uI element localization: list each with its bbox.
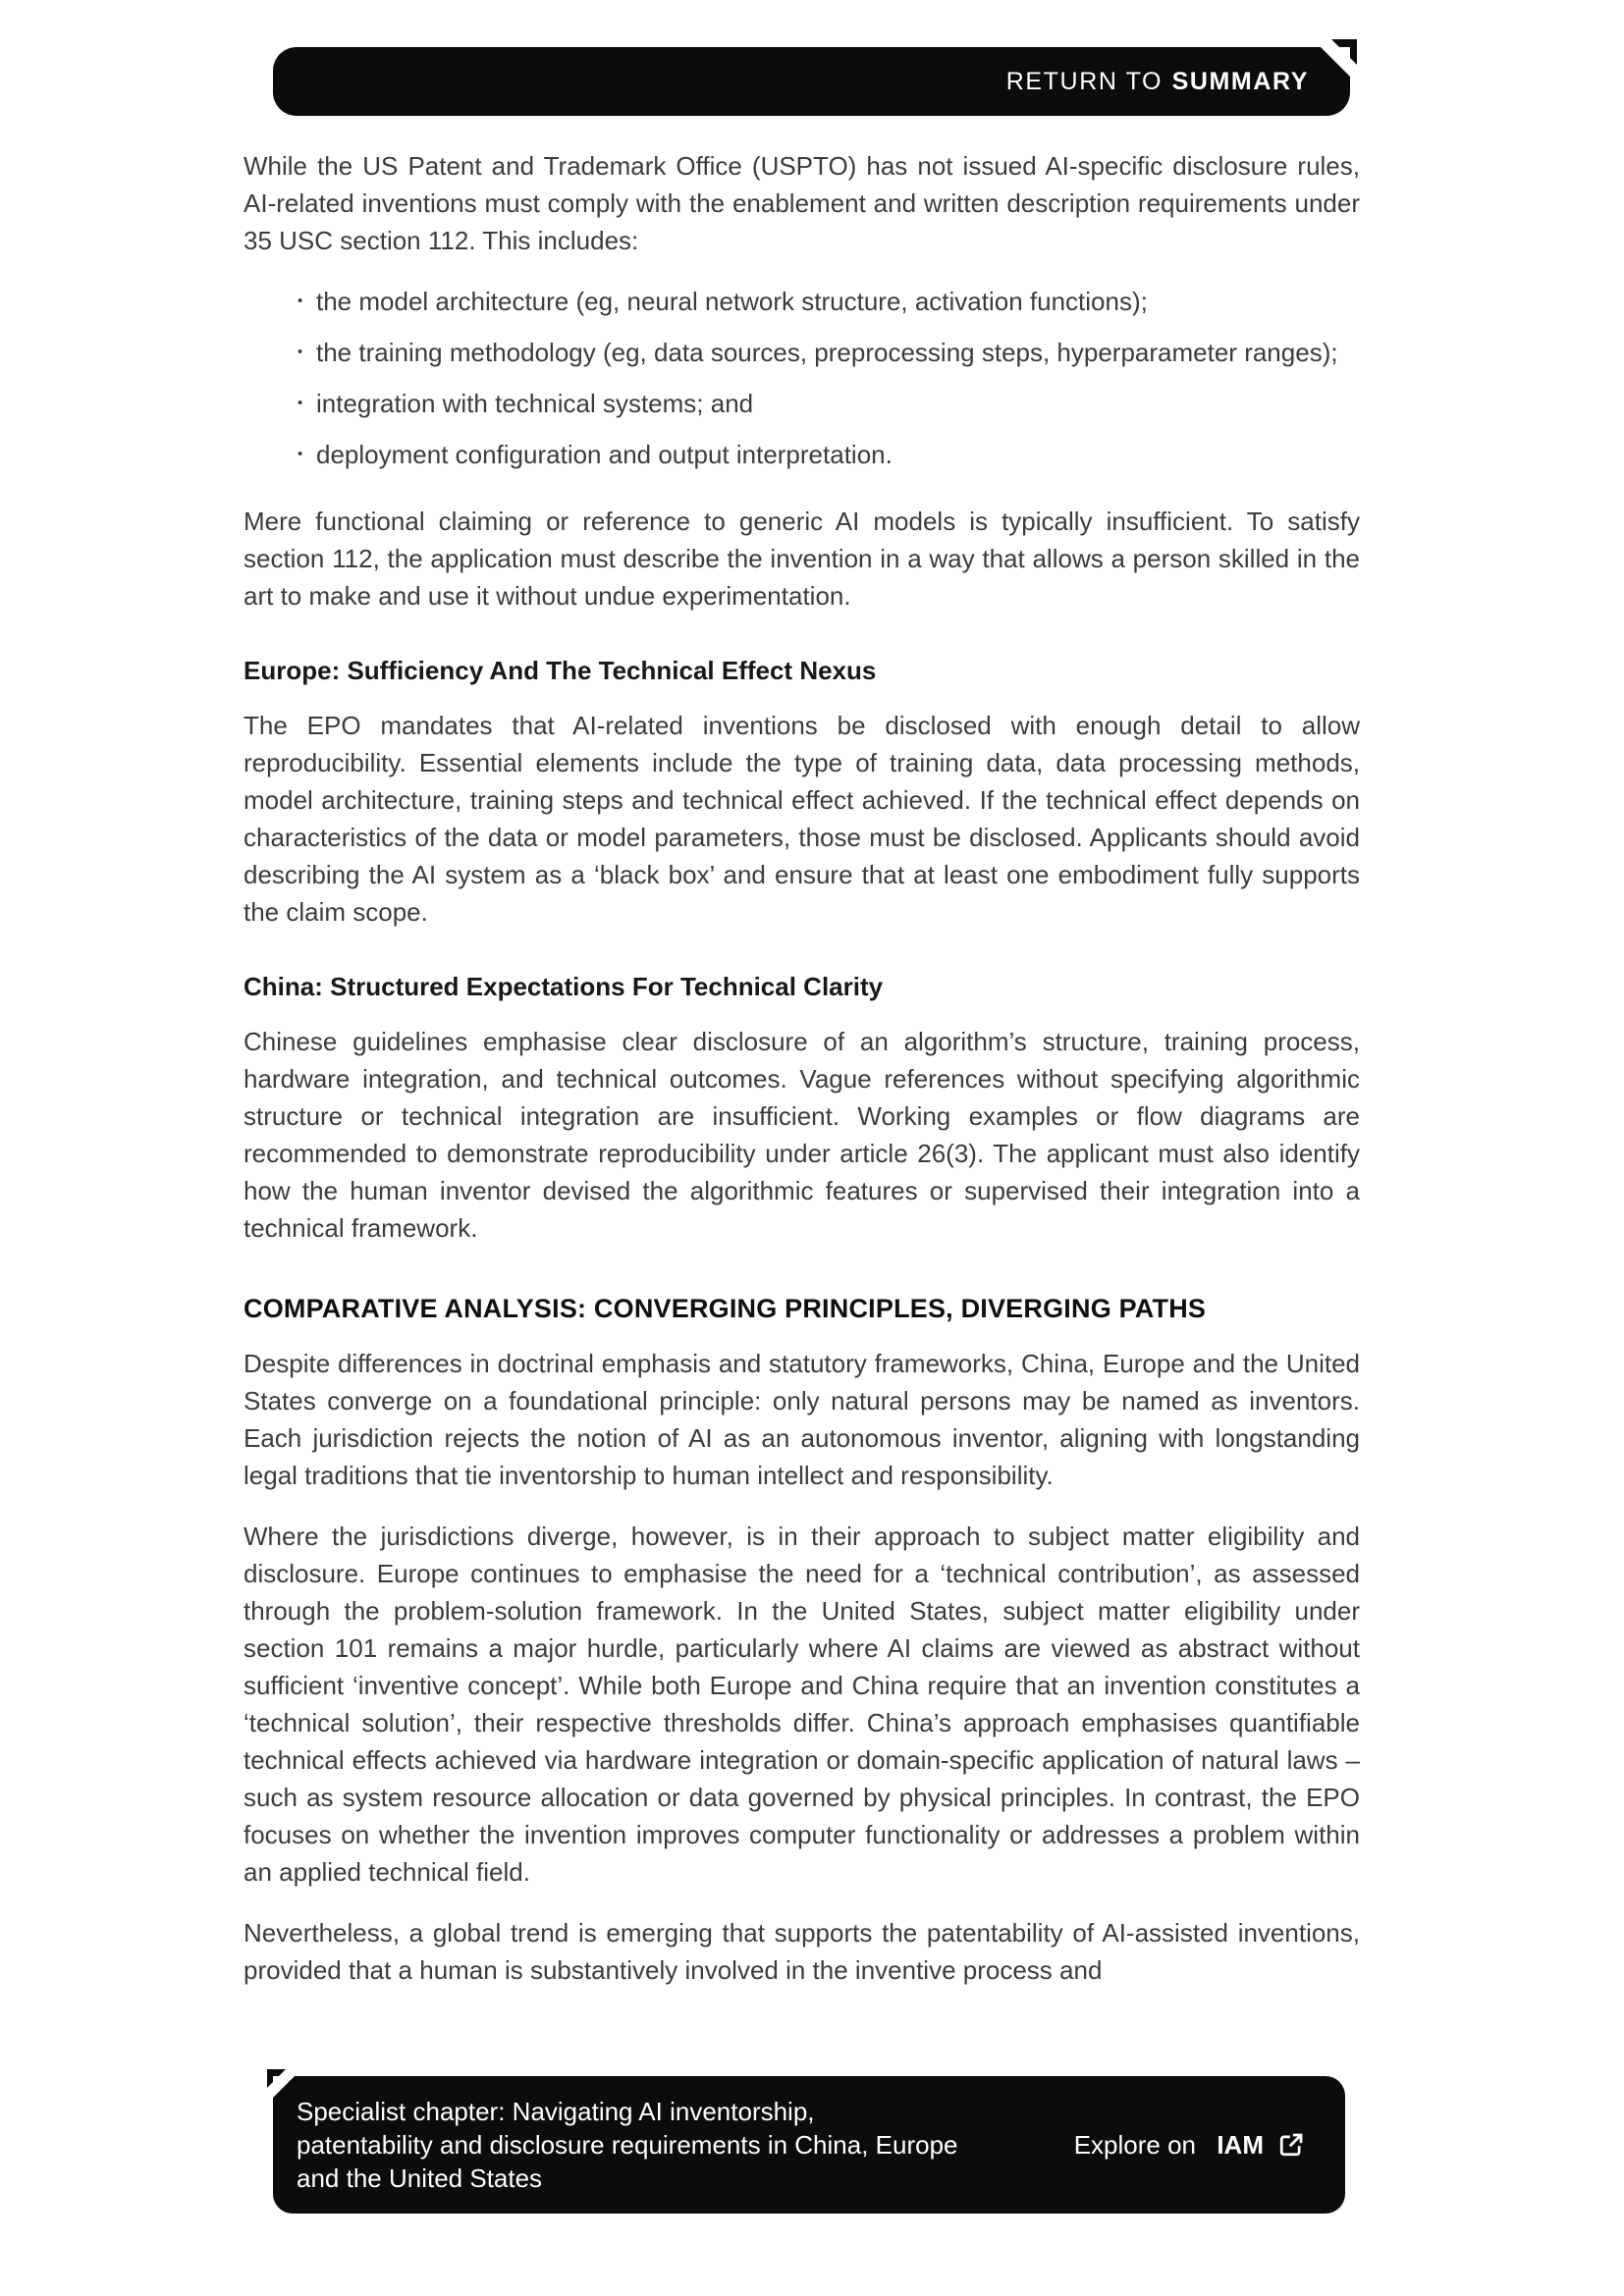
intro-paragraph: While the US Patent and Trademark Office (USPTO) has not issued AI-specific disclosure rules, AI-related inventions must comply with the enablement and written description requirements under 35 USC section 112. This includes: (244, 151, 1360, 255)
iam-label: IAM (1217, 2129, 1264, 2160)
chapter-title-line: and the United States (297, 2163, 543, 2193)
europe-section-paragraph: The EPO mandates that AI-related inventions be disclosed with enough detail to allow reproducibility. Essential elements include the type of training data, data processing methods, model architecture, training steps and technical effect achieved. If the technical effect depends on characteristics of the data or model parameters, those must be disclosed. Applicants should avoid describing the AI system as a ‘black box’ and ensure that at least one embodiment fully supports the claim scope. (244, 711, 1360, 927)
comparative-analysis-heading: COMPARATIVE ANALYSIS: CONVERGING PRINCIPLES, DIVERGING PATHS (244, 1294, 1207, 1323)
disclosure-requirements-list (244, 283, 1360, 473)
comparative-paragraph-2: Where the jurisdictions diverge, however, is in their approach to subject matter eligibility and disclosure. Europe continues to emphasise the need for a ‘technical contribution’, as assessed through the problem-solution framework. In the United States, subject matter eligibility under section 101 remains a major hurdle, particularly where AI claims are viewed as abstract without sufficient ‘inventive concept’. While both Europe and China require that an invention constitutes a ‘technical solution’, their respective thresholds differ. China’s approach emphasises quantifiable technical effects achieved via hardware integration or domain-specific application of natural laws – such as system resource allocation or data governed by physical principles. In contrast, the EPO focuses on whether the invention improves computer functionality or addresses a problem within an applied technical field. (244, 1522, 1360, 1887)
chapter-footer-bar (273, 2076, 1345, 2214)
explore-on-iam-link[interactable] (1074, 2130, 1306, 2161)
comparative-paragraph-3: Nevertheless, a global trend is emerging that supports the patentability of AI-assisted inventions, provided that a human is substantively involved in the inventive process and (244, 1918, 1360, 1985)
return-to-summary-bar (273, 47, 1350, 116)
list-item: • the training methodology (eg, data sources, preprocessing steps, hyperparameter ranges); (244, 334, 1360, 371)
chapter-title-line: Specialist chapter: Navigating AI inventorship, (297, 2097, 815, 2126)
china-section-paragraph: Chinese guidelines emphasise clear disclosure of an algorithm’s structure, training process, hardware integration, and technical outcomes. Vague references without specifying algorithmic structure or technical integration are insufficient. Working examples or flow diagrams are recommended to demonstrate reproducibility under article 26(3). The applicant must also identify how the human inventor devised the algorithmic features or supervised their integration into a technical framework. (244, 1027, 1360, 1243)
chapter-title (297, 2095, 958, 2195)
comparative-paragraph-1: Despite differences in doctrinal emphasis and statutory frameworks, China, Europe and the United States converge on a foundational principle: only natural persons may be named as inventors. Each jurisdiction rejects the notion of AI as an autonomous inventor, aligning with longstanding legal traditions that tie inventorship to human intellect and responsibility. (244, 1349, 1360, 1490)
article-body (244, 147, 1360, 2012)
list-item: • deployment configuration and output interpretation. (244, 436, 1360, 473)
external-link-icon[interactable] (1276, 2130, 1306, 2160)
return-to-label: RETURN TO (1005, 67, 1164, 95)
chapter-title-line: patentability and disclosure requirements in China, Europe (297, 2130, 958, 2160)
return-to-summary-link[interactable] (1006, 68, 1309, 96)
list-item: • the model architecture (eg, neural network structure, activation functions); (244, 283, 1360, 320)
china-section-heading: China: Structured Expectations For Technical Clarity (244, 972, 884, 1001)
section-112-paragraph: Mere functional claiming or reference to generic AI models is typically insufficient. To satisfy section 112, the application must describe the invention in a way that allows a person skilled in the art to make and use it without undue experimentation. (244, 507, 1360, 611)
europe-section-heading: Europe: Sufficiency And The Technical Effect Nexus (244, 656, 877, 685)
list-item: • integration with technical systems; and (244, 385, 1360, 422)
explore-on-label: Explore on (1073, 2129, 1197, 2160)
summary-label: SUMMARY (1171, 67, 1309, 95)
